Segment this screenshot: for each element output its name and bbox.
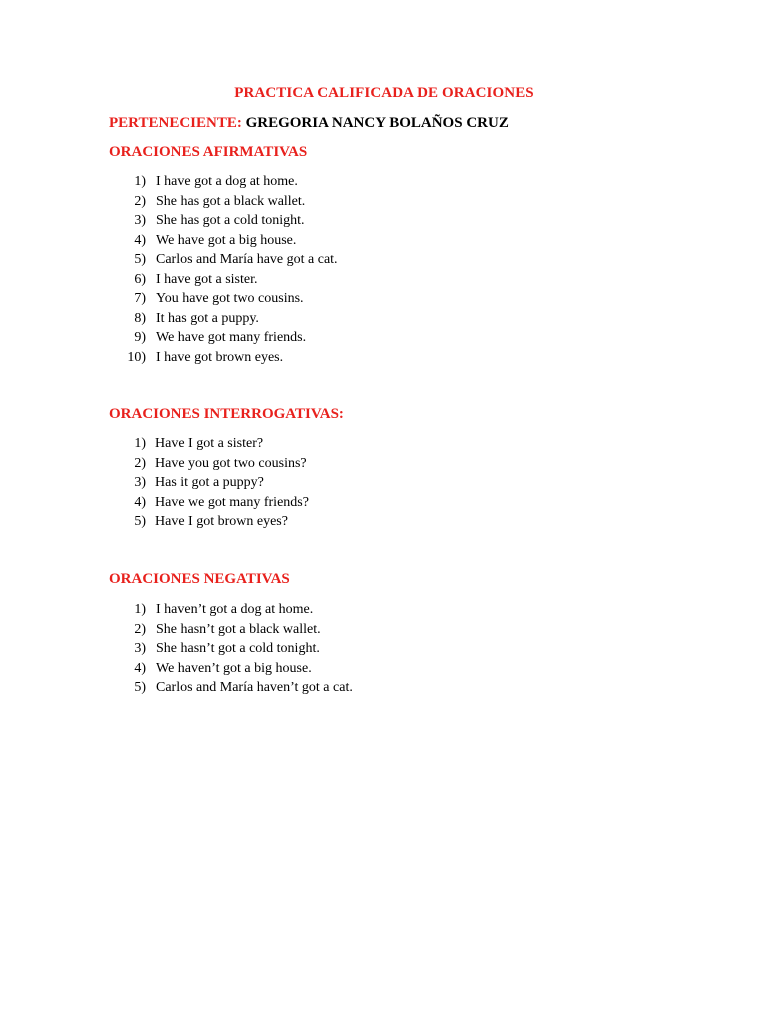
item-number: 6) xyxy=(134,271,146,287)
item-text: Have I got brown eyes? xyxy=(155,514,288,529)
item-text: She has got a black wallet. xyxy=(156,193,306,209)
document-title: PRACTICA CALIFICADA DE ORACIONES xyxy=(234,85,534,101)
item-number: 5) xyxy=(134,680,146,695)
item-text: We have got a big house. xyxy=(156,232,297,248)
item-text: Have we got many friends? xyxy=(155,494,309,510)
item-number: 10) xyxy=(127,349,146,365)
owner-line xyxy=(109,115,509,132)
item-number: 8) xyxy=(134,310,146,326)
item-text: I have got a sister. xyxy=(156,271,258,287)
item-number: 3) xyxy=(134,641,146,656)
item-text: It has got a puppy. xyxy=(156,310,259,326)
item-number: 1) xyxy=(134,174,146,189)
item-number: 1) xyxy=(134,436,146,451)
item-text: She has got a cold tonight. xyxy=(156,213,305,228)
section-heading-negativas: ORACIONES NEGATIVAS xyxy=(109,571,290,587)
item-text: We haven’t got a big house. xyxy=(156,660,312,676)
item-number: 7) xyxy=(134,291,146,306)
item-number: 5) xyxy=(134,252,146,267)
item-text: Have you got two cousins? xyxy=(155,455,307,471)
item-number: 2) xyxy=(134,193,146,209)
item-text: She hasn’t got a black wallet. xyxy=(156,621,321,637)
item-text: Has it got a puppy? xyxy=(155,475,264,490)
item-number: 9) xyxy=(134,330,146,345)
section-heading-interrogativas: ORACIONES INTERROGATIVAS: xyxy=(109,406,344,422)
item-text: Carlos and María haven’t got a cat. xyxy=(156,680,353,695)
item-number: 1) xyxy=(134,602,146,617)
owner-label: PERTENECIENTE: xyxy=(109,115,242,131)
item-number: 4) xyxy=(134,232,146,248)
item-number: 4) xyxy=(134,494,146,510)
item-text: Carlos and María have got a cat. xyxy=(156,252,338,267)
section-heading-afirmativas: ORACIONES AFIRMATIVAS xyxy=(109,144,308,160)
item-text: She hasn’t got a cold tonight. xyxy=(156,641,320,656)
item-number: 2) xyxy=(134,621,146,637)
item-number: 4) xyxy=(134,660,146,676)
item-text: You have got two cousins. xyxy=(156,291,304,306)
item-number: 3) xyxy=(134,475,146,490)
item-text: I have got brown eyes. xyxy=(156,349,284,365)
item-number: 5) xyxy=(134,514,146,529)
item-text: We have got many friends. xyxy=(156,330,307,345)
item-text: Have I got a sister? xyxy=(155,436,264,451)
item-number: 2) xyxy=(134,455,146,471)
item-text: I haven’t got a dog at home. xyxy=(156,602,314,617)
item-number: 3) xyxy=(134,213,146,228)
owner-name: GREGORIA NANCY BOLAÑOS CRUZ xyxy=(245,115,509,131)
item-text: I have got a dog at home. xyxy=(156,174,298,189)
